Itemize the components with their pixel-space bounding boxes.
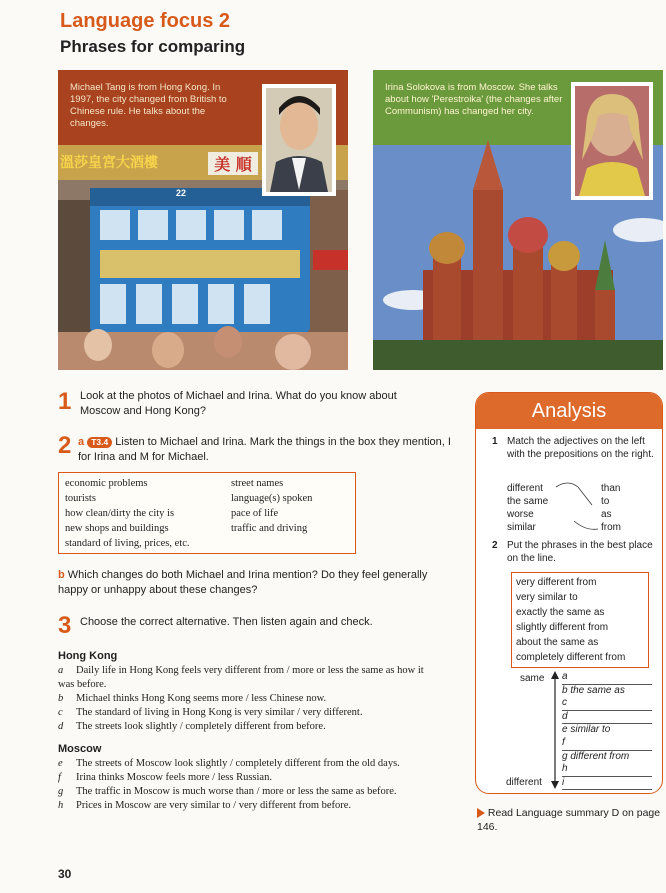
irina-caption: Irina Solokova is from Moscow. She talks about how 'Perestroika' (the changes after Communism) has changed her city. <box>385 82 563 117</box>
scale-slot <box>562 697 652 711</box>
scale-slot <box>562 777 652 791</box>
item-text: The streets look slightly / completely different from before. <box>76 721 326 732</box>
topic-item: standard of living, prices, etc. <box>65 538 190 549</box>
part-a-label: a <box>78 436 85 448</box>
scale-letter: i <box>562 776 565 788</box>
part-b-label: b <box>58 569 65 581</box>
topic-item: new shops and buildings <box>65 523 169 534</box>
phrases-box <box>511 572 649 668</box>
topic-item: pace of life <box>231 508 279 519</box>
item-text: Prices in Moscow are very similar to / very different from before. <box>76 800 352 811</box>
scale-answer: similar to <box>570 724 611 736</box>
adjective: similar <box>507 522 536 533</box>
restaurant-sign: 溫莎皇宮大酒樓 <box>60 155 158 171</box>
question-2b <box>58 568 438 598</box>
scale-slot <box>562 751 652 764</box>
scale-slot <box>562 671 652 685</box>
matching-lines <box>554 481 602 533</box>
question-number-2: 2 <box>58 432 72 459</box>
question-2a-text: Listen to Michael and Irina. Mark the things in the box they mention, I for Irina and M for Michael. <box>78 436 451 463</box>
question-2b-text: Which changes do both Michael and Irina mention? Do they feel generally happy or unhappy about these changes? <box>58 569 428 596</box>
item-text: Irina thinks Moscow feels more / less Russian. <box>76 772 272 783</box>
preposition: than <box>601 483 621 494</box>
analysis-item-2-number: 2 <box>492 540 498 551</box>
item-text: The traffic in Moscow is much worse than / more or less the same as before. <box>76 786 397 797</box>
list-item <box>58 757 440 771</box>
list-item <box>58 706 440 720</box>
phrase: about the same as <box>516 637 599 648</box>
preposition-column <box>601 482 651 534</box>
scale-letter: g <box>562 750 568 762</box>
item-text: Michael thinks Hong Kong seems more / less Chinese now. <box>76 693 327 704</box>
phrase: exactly the same as <box>516 607 605 618</box>
topic-item: language(s) spoken <box>231 493 313 504</box>
scale-answer: different from <box>570 750 630 762</box>
phrase: completely different from <box>516 652 626 663</box>
language-summary-text: Read Language summary D on page 146. <box>477 807 661 833</box>
item-letter: b <box>58 693 64 704</box>
topic-item: street names <box>231 478 284 489</box>
adjective: different <box>507 483 543 494</box>
scale-slots <box>562 671 652 790</box>
scale-letter: e <box>562 724 568 736</box>
page-subtitle: Phrases for comparing <box>60 37 246 56</box>
topics-right-column <box>231 476 351 536</box>
list-item <box>58 771 440 785</box>
scale-answer: the same as <box>570 684 625 696</box>
arrow-right-icon <box>477 808 485 818</box>
item-letter: h <box>58 800 64 811</box>
hong-kong-items <box>58 664 440 734</box>
analysis-item-1-text: Match the adjectives on the left with the prepositions on the right. <box>507 436 654 460</box>
topic-item: traffic and driving <box>231 523 308 534</box>
shop-sign: 美 順 <box>208 152 258 175</box>
question-2a <box>78 435 454 465</box>
scale-slot <box>562 763 652 777</box>
scale-bottom-label: different <box>506 777 542 788</box>
item-letter: e <box>58 758 63 769</box>
item-text: The standard of living in Hong Kong is very similar / very different. <box>76 707 363 718</box>
question-number-1: 1 <box>58 388 72 415</box>
adjective: the same <box>507 496 549 507</box>
item-letter: d <box>58 721 64 732</box>
item-letter: a <box>58 665 64 676</box>
question-3-text: Choose the correct alternative. Then listen again and check. <box>80 616 373 628</box>
list-item <box>58 720 440 734</box>
phrase: very different from <box>516 577 597 588</box>
scale-letter: h <box>562 763 568 775</box>
item-text: The streets of Moscow look slightly / completely different from the old days. <box>76 758 400 769</box>
preposition: from <box>601 522 621 533</box>
page-title: Language focus 2 <box>60 10 231 32</box>
phrase: slightly different from <box>516 622 609 633</box>
list-item <box>58 692 440 706</box>
list-item <box>58 785 440 799</box>
list-item <box>58 799 440 813</box>
analysis-panel <box>475 392 663 794</box>
scale-top-label: same <box>520 673 545 684</box>
adjective: worse <box>507 509 534 520</box>
scale-slot <box>562 685 652 698</box>
michael-caption: Michael Tang is from Hong Kong. In 1997, the city changed from British to Chinese rule. He talks about the changes. <box>70 82 227 129</box>
moscow-items <box>58 757 440 813</box>
topic-item: how clean/dirty the city is <box>65 508 175 519</box>
scale-letter: a <box>562 671 568 682</box>
analysis-item-2-text: Put the phrases in the best place on the line. <box>507 540 653 564</box>
item-text: Daily life in Hong Kong feels very different from / more or less the same as how it was before. <box>58 665 424 690</box>
tram-number: 22 <box>176 188 187 198</box>
scale-letter: c <box>562 697 567 709</box>
preposition: to <box>601 496 610 507</box>
scale-arrow <box>550 671 560 789</box>
scale-letter: d <box>562 710 568 722</box>
item-letter: c <box>58 707 63 718</box>
topics-box <box>58 472 356 554</box>
scale-letter: b <box>562 684 568 696</box>
moscow-heading: Moscow <box>58 743 102 755</box>
question-1-text: Look at the photos of Michael and Irina. What do you know about Moscow and Hong Kong? <box>80 390 397 417</box>
topics-left-column <box>65 476 225 551</box>
preposition: as <box>601 509 612 520</box>
analysis-title: Analysis <box>476 393 662 429</box>
page-number: 30 <box>58 867 72 881</box>
hong-kong-heading: Hong Kong <box>58 650 118 662</box>
topic-item: tourists <box>65 493 96 504</box>
scale-letter: f <box>562 736 565 748</box>
list-item <box>58 664 440 692</box>
audio-track-badge[interactable]: T3.4 <box>87 437 112 448</box>
topic-item: economic problems <box>65 478 148 489</box>
item-letter: f <box>58 772 61 783</box>
question-number-3: 3 <box>58 612 72 639</box>
item-letter: g <box>58 786 64 797</box>
scale-slot <box>562 737 652 751</box>
scale-slot <box>562 711 652 725</box>
phrase: very similar to <box>516 592 578 603</box>
language-summary-link[interactable] <box>477 806 663 834</box>
analysis-item-1-number: 1 <box>492 436 498 447</box>
scale-slot <box>562 724 652 737</box>
